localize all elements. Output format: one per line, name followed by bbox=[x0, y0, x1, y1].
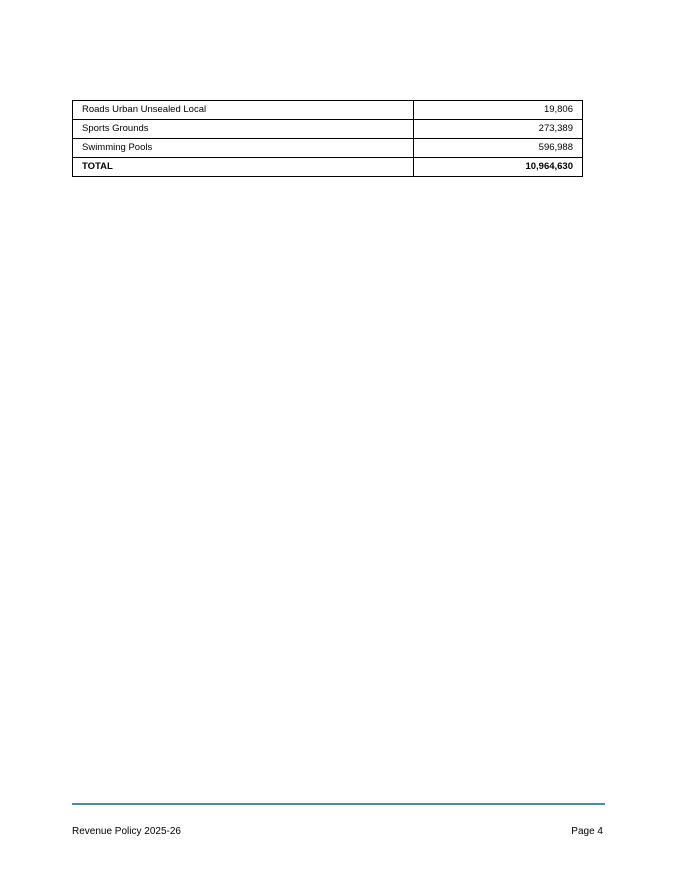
total-row bbox=[73, 158, 583, 177]
table-row bbox=[73, 120, 583, 139]
table-row bbox=[73, 101, 583, 120]
footer-document-title: Revenue Policy 2025-26 bbox=[72, 826, 181, 837]
footer-divider bbox=[72, 803, 605, 805]
total-value: 10,964,630 bbox=[414, 158, 583, 177]
row-value: 273,389 bbox=[414, 120, 583, 139]
table-row bbox=[73, 139, 583, 158]
row-value: 19,806 bbox=[414, 101, 583, 120]
footer-page-number: Page 4 bbox=[571, 826, 603, 837]
row-label: Roads Urban Unsealed Local bbox=[73, 101, 414, 120]
asset-value-table bbox=[72, 100, 583, 177]
row-label: Swimming Pools bbox=[73, 139, 414, 158]
total-label: TOTAL bbox=[73, 158, 414, 177]
row-value: 596,988 bbox=[414, 139, 583, 158]
row-label: Sports Grounds bbox=[73, 120, 414, 139]
